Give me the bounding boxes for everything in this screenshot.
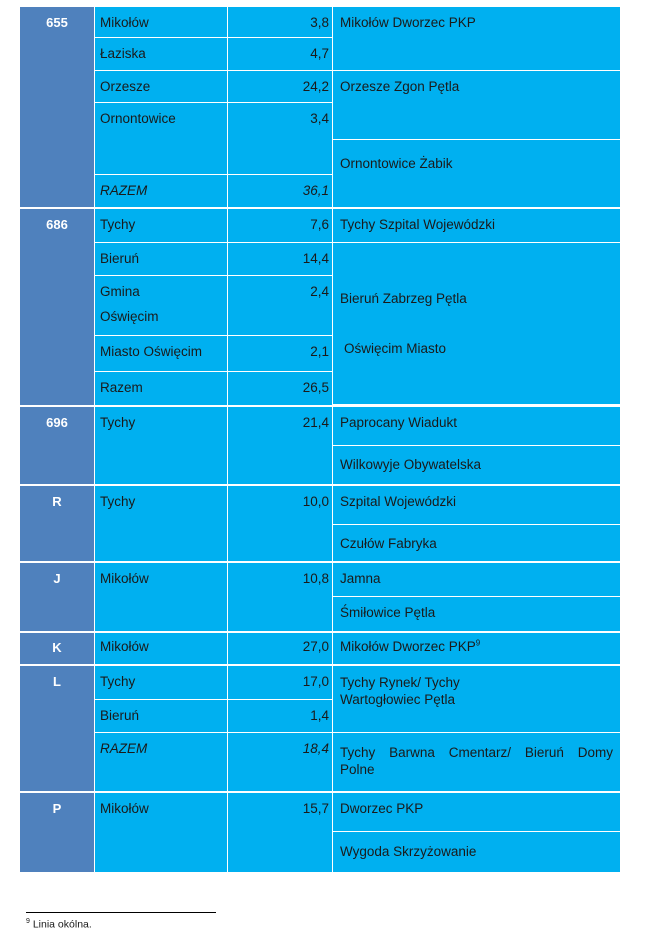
line-number-cell: L (20, 666, 94, 791)
route-group-k (20, 633, 620, 664)
municipality-cell: Mikołów (95, 793, 227, 872)
stop-cell: Wygoda Skrzyżowanie (333, 832, 620, 872)
km-cell: 7,6 (228, 209, 332, 242)
km-cell: 27,0 (228, 633, 332, 664)
km-cell: 2,4 (228, 276, 332, 335)
stop-cell: Czułów Fabryka (333, 525, 620, 561)
route-group-l (20, 666, 620, 791)
municipality-cell: Mikołów (95, 563, 227, 631)
total-label-cell: RAZEM (95, 733, 227, 791)
line-number-cell: 696 (20, 407, 94, 484)
municipality-cell: Tychy (95, 486, 227, 561)
route-group-j (20, 563, 620, 631)
route-group-696 (20, 407, 620, 484)
km-cell: 3,8 (228, 7, 332, 37)
km-cell: 10,8 (228, 563, 332, 631)
stop-text: Mikołów Dworzec PKP (340, 639, 476, 654)
total-km-cell: 26,5 (228, 372, 332, 405)
municipality-cell: Bieruń (95, 700, 227, 732)
km-cell: 10,0 (228, 486, 332, 561)
municipality-cell: Miasto Oświęcim (95, 336, 227, 371)
municipality-cell: Mikołów (95, 7, 227, 37)
stop-text: Tychy Barwna Cmentarz/ Bieruń Domy (340, 745, 613, 760)
total-km-cell: 36,1 (228, 175, 332, 207)
stop-cell: Tychy Szpital Wojewódzki (333, 209, 620, 242)
stop-cell: Orzesze Zgon Pętla (333, 71, 620, 139)
municipality-cell: Tychy (95, 407, 227, 484)
total-km-cell: 18,4 (228, 733, 332, 791)
line-number-cell: R (20, 486, 94, 561)
footnote-text: Linia okólna. (32, 918, 92, 931)
municipality-cell: Orzesze (95, 71, 227, 102)
km-cell: 4,7 (228, 38, 332, 70)
stop-cell-merged (333, 243, 620, 404)
stop-cell: Jamna (333, 563, 620, 596)
km-cell: 15,7 (228, 793, 332, 872)
routes-table (20, 7, 620, 874)
stop-cell: Szpital Wojewódzki (333, 486, 620, 524)
km-cell: 1,4 (228, 700, 332, 732)
km-cell: 3,4 (228, 103, 332, 174)
stop-text: Tychy Rynek/ Tychy (340, 675, 460, 690)
km-cell: 24,2 (228, 71, 332, 102)
route-group-r (20, 486, 620, 561)
route-group-686 (20, 209, 620, 405)
km-cell: 21,4 (228, 407, 332, 484)
stop-text: Bieruń Zabrzeg Pętla (340, 291, 467, 306)
footnote-marker: 9 (26, 918, 30, 925)
footnote-ref: 9 (475, 638, 481, 648)
line-number-cell: K (20, 633, 94, 664)
stop-cell: Ornontowice Żabik (333, 140, 620, 207)
line-number-cell: P (20, 793, 94, 872)
municipality-cell (95, 276, 227, 335)
municipality-cell: Łaziska (95, 38, 227, 70)
municipality-cell: Tychy (95, 209, 227, 242)
footnote-separator (26, 912, 216, 913)
stop-cell (333, 733, 620, 791)
footnote (26, 918, 92, 931)
km-cell: 17,0 (228, 666, 332, 699)
stop-cell (333, 633, 620, 664)
municipality-cell: Bieruń (95, 243, 227, 275)
stop-cell: Śmiłowice Pętla (333, 597, 620, 631)
km-cell: 2,1 (228, 336, 332, 371)
stop-cell (333, 666, 620, 732)
municipality-cell: Tychy (95, 666, 227, 699)
total-label-cell: RAZEM (95, 175, 227, 207)
total-label-cell: Razem (95, 372, 227, 405)
route-group-p (20, 793, 620, 872)
line-number-cell: 655 (20, 7, 94, 207)
stop-cell: Paprocany Wiadukt (333, 407, 620, 445)
km-cell: 14,4 (228, 243, 332, 275)
stop-text: Polne (340, 762, 375, 777)
municipality-cell: Ornontowice (95, 103, 227, 174)
line-number-cell: 686 (20, 209, 94, 405)
municipality-text: Gmina (100, 284, 140, 299)
municipality-cell: Mikołów (95, 633, 227, 664)
stop-cell: Dworzec PKP (333, 793, 620, 831)
stop-cell: Mikołów Dworzec PKP (333, 7, 620, 70)
municipality-text: Oświęcim (100, 309, 159, 324)
line-number-cell: J (20, 563, 94, 631)
stop-text: Wartogłowiec Pętla (340, 692, 456, 707)
route-group-655 (20, 7, 620, 207)
stop-text: Oświęcim Miasto (344, 341, 447, 356)
stop-cell: Wilkowyje Obywatelska (333, 446, 620, 484)
